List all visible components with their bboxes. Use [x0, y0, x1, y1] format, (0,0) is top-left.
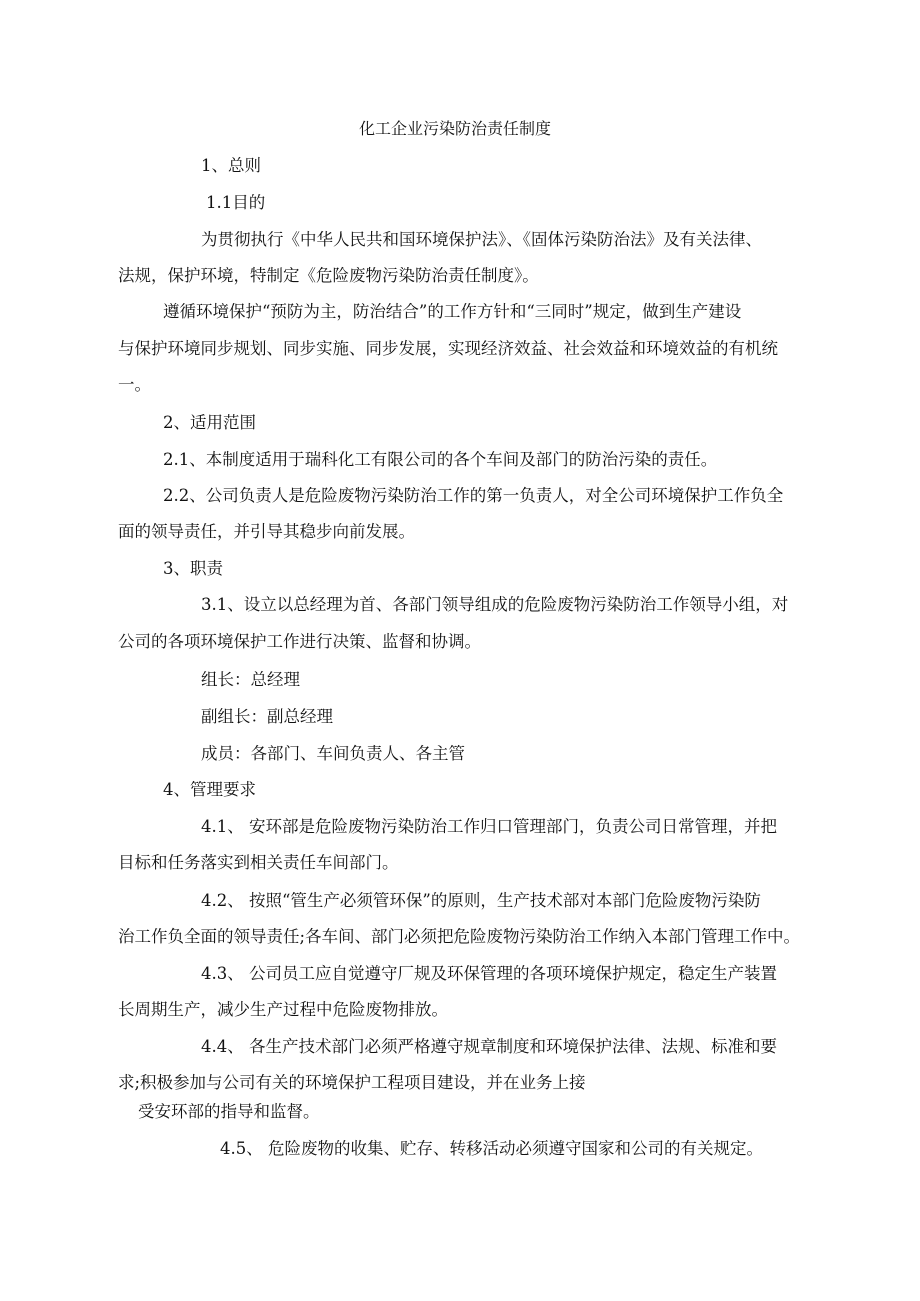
- group-leader: 组长：总经理: [201, 670, 300, 689]
- paragraph-line: 4.5、 危险废物的收集、贮存、转移活动必须遵守国家和公司的有关规定。: [220, 1139, 763, 1158]
- document-title: 化工企业污染防治责任制度: [359, 119, 552, 138]
- deputy-leader: 副组长：副总经理: [201, 707, 333, 726]
- paragraph-line: 3.1、设立以总经理为首、各部门领导组成的危险废物污染防治工作领导小组，对: [201, 595, 789, 614]
- paragraph-line: 求;积极参加与公司有关的环境保护工程项目建设，并在业务上接: [118, 1073, 586, 1092]
- heading-management: 4、管理要求: [163, 780, 256, 799]
- paragraph-line: 治工作负全面的领导责任;各车间、部门必须把危险废物污染防治工作纳入本部门管理工作中。: [118, 927, 801, 946]
- paragraph-line: 4.4、 各生产技术部门必须严格遵守规章制度和环境保护法律、法规、标准和要: [201, 1037, 777, 1056]
- paragraph-line: 为贯彻执行《中华人民共和国环境保护法》、《固体污染防治法》及有关法律、: [201, 230, 762, 249]
- paragraph-line: 2.2、公司负责人是危险废物污染防治工作的第一负责人，对全公司环境保护工作负全: [163, 486, 784, 505]
- paragraph-line: 目标和任务落实到相关责任车间部门。: [118, 853, 399, 872]
- paragraph-line: 受安环部的指导和监督。: [138, 1102, 320, 1121]
- paragraph-line: 长周期生产，减少生产过程中危险废物排放。: [118, 1000, 448, 1019]
- heading-general: 1、总则: [201, 156, 261, 175]
- paragraph-line: 一。: [118, 375, 151, 394]
- paragraph-line: 4.1、 安环部是危险废物污染防治工作归口管理部门，负责公司日常管理，并把: [201, 817, 777, 836]
- paragraph-line: 公司的各项环境保护工作进行决策、监督和协调。: [118, 632, 481, 651]
- paragraph-line: 4.2、 按照“管生产必须管环保”的原则，生产技术部对本部门危险废物污染防: [201, 891, 761, 910]
- heading-duties: 3、职责: [163, 559, 223, 578]
- paragraph-line: 遵循环境保护“预防为主，防治结合”的工作方针和“三同时”规定，做到生产建设: [163, 302, 742, 321]
- paragraph-line: 4.3、 公司员工应自觉遵守厂规及环保管理的各项环境保护规定，稳定生产装置: [201, 964, 777, 983]
- subheading-purpose: 1.1目的: [206, 193, 266, 212]
- heading-scope: 2、适用范围: [163, 413, 256, 432]
- group-members: 成员：各部门、车间负责人、各主管: [201, 744, 465, 763]
- paragraph-line: 法规，保护环境，特制定《危险废物污染防治责任制度》。: [118, 266, 539, 285]
- paragraph-line: 与保护环境同步规划、同步实施、同步发展，实现经济效益、社会效益和环境效益的有机统: [118, 339, 778, 358]
- paragraph-line: 2.1、本制度适用于瑞科化工有限公司的各个车间及部门的防治污染的责任。: [163, 450, 718, 469]
- paragraph-line: 面的领导责任，并引导其稳步向前发展。: [118, 522, 415, 541]
